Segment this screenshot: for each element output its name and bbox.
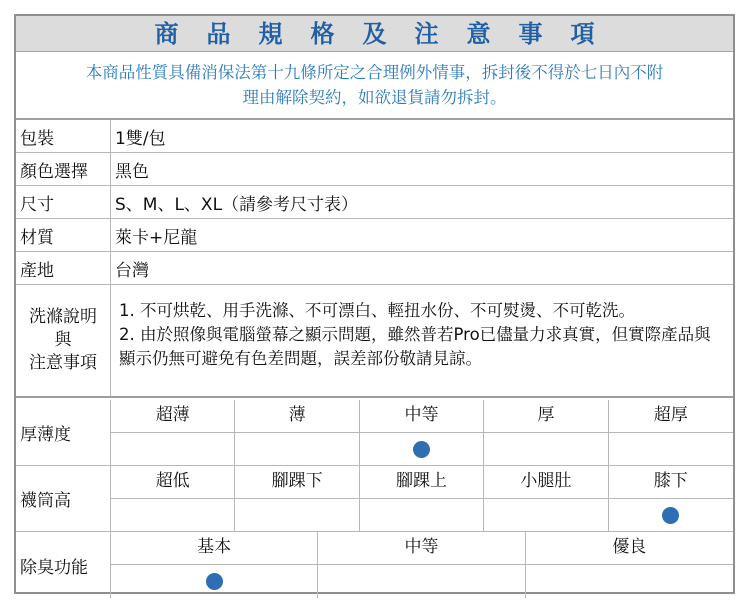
spec-label: 顏色選擇 [16, 153, 111, 185]
rating-marker-cell [111, 433, 235, 466]
wash-line: 1. 不可烘乾、用手洗滌、不可漂白、輕扭水份、不可熨燙、不可乾洗。 [119, 301, 635, 320]
rating-option-label: 中等 [360, 400, 484, 433]
rating-marker-cell [609, 499, 733, 532]
rating-option-label: 腳踝上 [360, 466, 484, 499]
spec-label: 包裝 [16, 120, 111, 152]
spec-value: 1雙/包 [115, 128, 166, 149]
spec-label: 材質 [16, 219, 111, 251]
rating-option-label: 中等 [318, 532, 525, 565]
label-line: 注意事項 [29, 353, 97, 373]
spec-row-size [16, 186, 733, 219]
rating-marker-cell [111, 499, 235, 532]
selected-dot-icon [413, 441, 430, 458]
rating-option-label: 優良 [526, 532, 733, 565]
wash-care-label [16, 285, 111, 396]
label-line: 與 [54, 330, 72, 350]
rating-marker-cell [235, 499, 359, 532]
rating-marker-cell [360, 499, 484, 532]
spec-label: 產地 [16, 252, 111, 284]
rating-label: 厚薄度 [16, 400, 111, 465]
rating-option-label: 厚 [484, 400, 608, 433]
wash-care-row [16, 285, 733, 398]
label-line: 洗滌說明 [29, 307, 97, 327]
spec-row-material [16, 219, 733, 252]
rating-option-label: 小腿肚 [484, 466, 608, 499]
spec-label: 尺寸 [16, 186, 111, 218]
notice-line: 本商品性質具備消保法第十九條所定之合理例外情事，拆封後不得於七日內不附 [85, 63, 664, 82]
rating-marker-cell [360, 433, 484, 466]
rating-marker-cell [235, 433, 359, 466]
rating-marker-cell [484, 433, 608, 466]
rating-marker-cell [526, 565, 733, 598]
rating-marker-cell [609, 433, 733, 466]
spec-value: 台灣 [115, 260, 149, 281]
notice-line: 理由解除契約，如欲退貨請勿拆封。 [242, 88, 507, 107]
spec-value: 萊卡+尼龍 [115, 227, 198, 248]
rating-option-label: 基本 [111, 532, 318, 565]
rating-label: 襪筒高 [16, 466, 111, 531]
rating-marker-cell [484, 499, 608, 532]
spec-table [14, 14, 735, 594]
return-notice [16, 52, 733, 120]
spec-row-color [16, 153, 733, 186]
spec-value: 黑色 [115, 161, 149, 182]
rating-marker-cell [318, 565, 525, 598]
rating-row [16, 466, 733, 532]
wash-care-text [111, 285, 733, 410]
spec-row-packaging [16, 120, 733, 153]
selected-dot-icon [206, 573, 223, 590]
wash-line: 2. 由於照像與電腦螢幕之顯示問題，雖然普若Pro已儘量力求真實，但實際產品與 顯示仍無可避免有色差問題，誤差部份敬請見諒。 [119, 325, 711, 368]
rating-option-label: 超薄 [111, 400, 235, 433]
page-title: 商品規格及注意事項 [16, 16, 733, 52]
rating-label: 除臭功能 [16, 532, 111, 598]
rating-option-label: 超厚 [609, 400, 733, 433]
spec-value: S、M、L、XL（請參考尺寸表） [115, 194, 359, 215]
rating-row [16, 400, 733, 466]
selected-dot-icon [662, 507, 679, 524]
spec-row-origin [16, 252, 733, 285]
rating-row [16, 532, 733, 598]
rating-option-label: 超低 [111, 466, 235, 499]
rating-marker-cell [111, 565, 318, 598]
rating-option-label: 薄 [235, 400, 359, 433]
rating-option-label: 腳踝下 [235, 466, 359, 499]
rating-option-label: 膝下 [609, 466, 733, 499]
